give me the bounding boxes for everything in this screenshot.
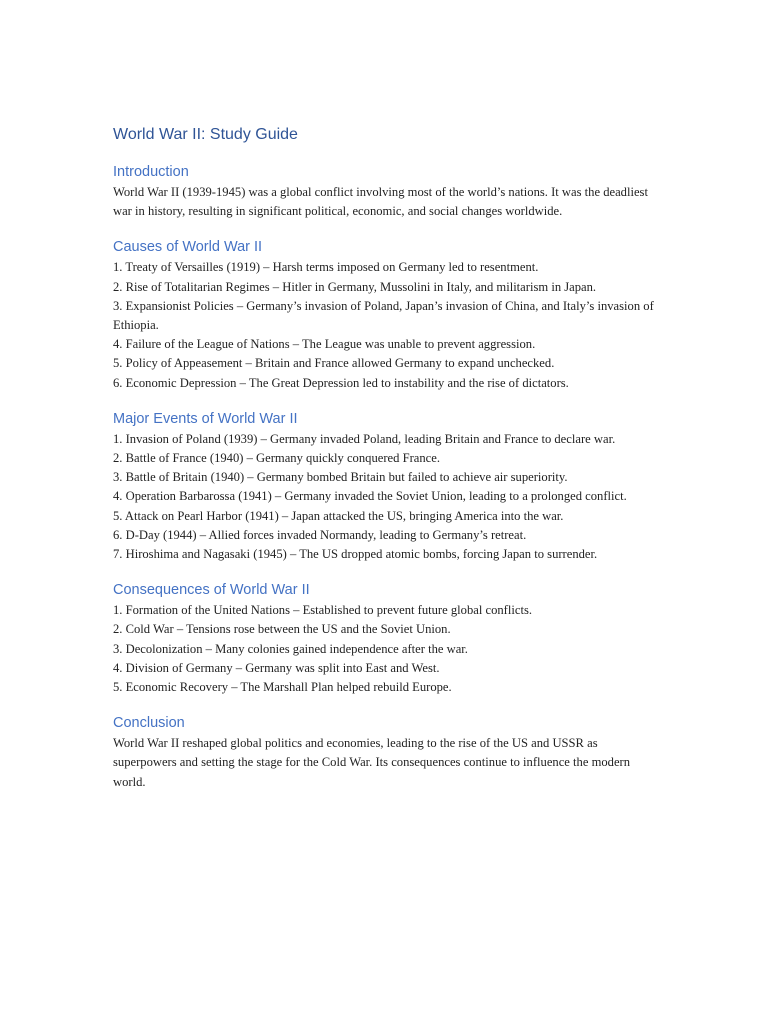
list-item: 2. Cold War – Tensions rose between the US and the Soviet Union. [113, 622, 451, 637]
document-title: World War II: Study Guide [113, 126, 298, 143]
list-item: 4. Failure of the League of Nations – The League was unable to prevent aggression. [113, 337, 536, 352]
list-item: 3. Expansionist Policies – Germany’s invasion of Poland, Japan’s invasion of China, and Italy’s invasion of Ethiopia. [113, 298, 654, 333]
conclusion-text: World War II reshaped global politics and economies, leading to the rise of the US and USSR as superpowers and setting the stage for the Cold War. Its consequences continue to influence the modern world. [113, 736, 631, 789]
list-item: 5. Attack on Pearl Harbor (1941) – Japan attacked the US, bringing America into the war. [113, 508, 564, 523]
list-item: 3. Battle of Britain (1940) – Germany bombed Britain but failed to achieve air superiority. [113, 470, 568, 485]
introduction-heading: Introduction [113, 164, 189, 180]
consequences-heading: Consequences of World War II [113, 582, 310, 599]
consequences-list [113, 601, 658, 697]
section-consequences [113, 579, 658, 697]
list-item: 2. Battle of France (1940) – Germany quickly conquered France. [113, 451, 440, 466]
document-page [113, 122, 658, 807]
list-item: 7. Hiroshima and Nagasaki (1945) – The US dropped atomic bombs, forcing Japan to surrender. [113, 547, 598, 562]
list-item: 2. Rise of Totalitarian Regimes – Hitler in Germany, Mussolini in Italy, and militarism in Japan. [113, 279, 597, 294]
list-item: 4. Division of Germany – Germany was split into East and West. [113, 660, 440, 675]
causes-list [113, 258, 658, 392]
list-item: 5. Economic Recovery – The Marshall Plan helped rebuild Europe. [113, 680, 452, 695]
list-item: 6. Economic Depression – The Great Depression led to instability and the rise of dictators. [113, 375, 569, 390]
list-item: 3. Decolonization – Many colonies gained independence after the war. [113, 641, 468, 656]
introduction-text: World War II (1939-1945) was a global conflict involving most of the world’s nations. It was the deadliest war in history, resulting in significant political, economic, and social changes worldwide. [113, 185, 648, 219]
list-item: 4. Operation Barbarossa (1941) – Germany invaded the Soviet Union, leading to a prolonged conflict. [113, 489, 627, 504]
section-introduction [113, 161, 658, 221]
causes-heading: Causes of World War II [113, 239, 263, 256]
events-heading: Major Events of World War II [113, 410, 298, 427]
list-item: 6. D-Day (1944) – Allied forces invaded Normandy, leading to Germany’s retreat. [113, 527, 527, 542]
section-conclusion [113, 712, 658, 792]
list-item: 1. Treaty of Versailles (1919) – Harsh terms imposed on Germany led to resentment. [113, 260, 539, 275]
events-list [113, 430, 658, 564]
conclusion-heading: Conclusion [113, 715, 185, 732]
section-events [113, 408, 658, 564]
list-item: 1. Invasion of Poland (1939) – Germany invaded Poland, leading Britain and France to declare war. [113, 431, 616, 446]
list-item: 1. Formation of the United Nations – Established to prevent future global conflicts. [113, 603, 533, 618]
list-item: 5. Policy of Appeasement – Britain and France allowed Germany to expand unchecked. [113, 356, 555, 371]
section-causes [113, 236, 658, 392]
